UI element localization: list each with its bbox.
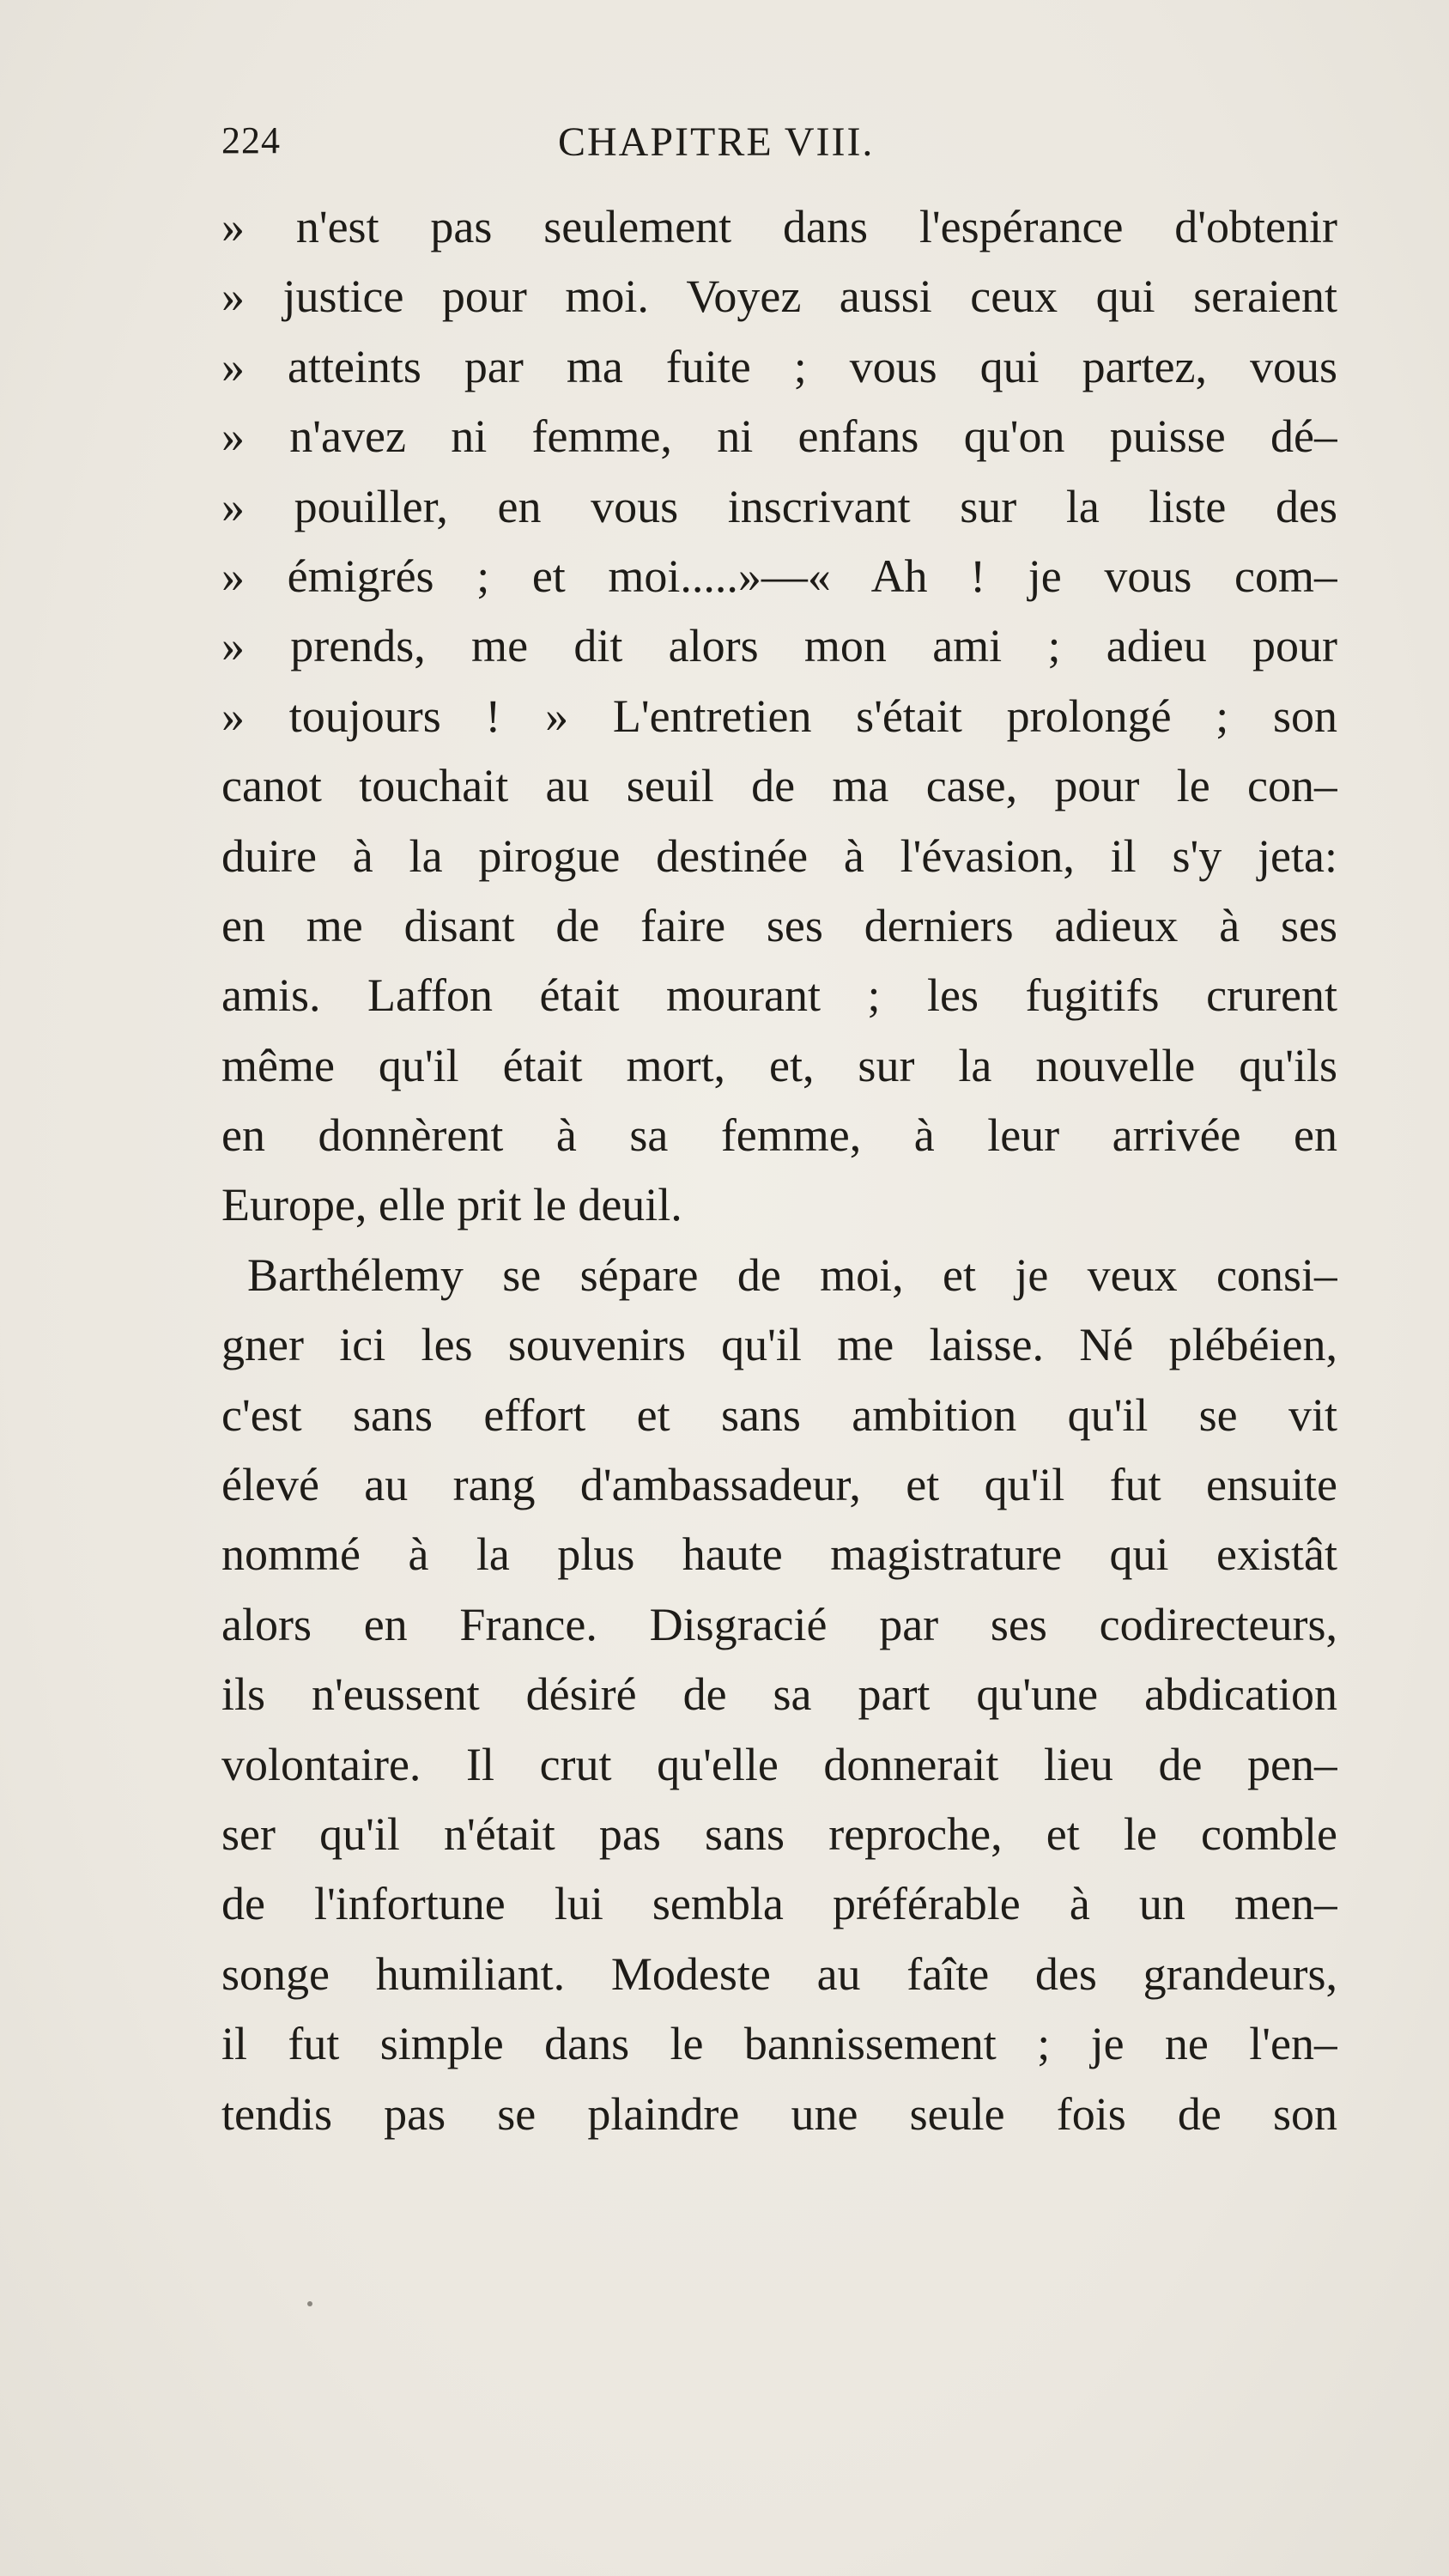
paragraph-end-line: Europe, elle prit le deuil. bbox=[221, 1179, 682, 1231]
page-header bbox=[221, 118, 1337, 170]
text-line: élevé au rang d'ambassadeur, et qu'il fut ensuite bbox=[221, 1459, 1337, 1511]
page-number: 224 bbox=[221, 119, 281, 161]
text-line: c'est sans effort et sans ambition qu'il se vit bbox=[221, 1388, 1337, 1441]
text-line: canot touchait au seuil de ma case, pour le con– bbox=[221, 760, 1337, 812]
text-line: » pouiller, en vous inscrivant sur la liste des bbox=[221, 480, 1337, 532]
text-line: songe humiliant. Modeste au faîte des grandeurs, bbox=[221, 1947, 1337, 2000]
text-line: volontaire. Il crut qu'elle donnerait lieu de pen– bbox=[221, 1738, 1337, 1790]
text-line: ser qu'il n'était pas sans reproche, et le comble bbox=[221, 1807, 1337, 1860]
paragraph-start-line: Barthélemy se sépare de moi, et je veux consi– bbox=[247, 1249, 1337, 1301]
body-text bbox=[221, 192, 1337, 2149]
text-line: » justice pour moi. Voyez aussi ceux qui seraient bbox=[221, 270, 1337, 323]
text-line: » émigrés ; et moi.....»—« Ah ! je vous com– bbox=[221, 550, 1337, 602]
text-line: » toujours ! » L'entretien s'était prolongé ; son bbox=[221, 690, 1337, 742]
text-line: en me disant de faire ses derniers adieux à ses bbox=[221, 899, 1337, 951]
text-line: gner ici les souvenirs qu'il me laisse. Né plébéien, bbox=[221, 1319, 1337, 1371]
text-line: » n'est pas seulement dans l'espérance d'obtenir bbox=[221, 201, 1337, 252]
text-line: nommé à la plus haute magistrature qui existât bbox=[221, 1528, 1337, 1581]
text-line: de l'infortune lui sembla préférable à un men– bbox=[221, 1878, 1337, 1930]
text-line: alors en France. Disgracié par ses codirecteurs, bbox=[221, 1598, 1337, 1650]
running-title: CHAPITRE VIII. bbox=[558, 119, 875, 165]
text-line: il fut simple dans le bannissement ; je ne l'en– bbox=[221, 2018, 1337, 2070]
text-line: » n'avez ni femme, ni enfans qu'on puisse dé– bbox=[221, 410, 1337, 463]
text-line: amis. Laffon était mourant ; les fugitifs crurent bbox=[221, 969, 1337, 1022]
text-line: même qu'il était mort, et, sur la nouvelle qu'ils bbox=[221, 1039, 1337, 1091]
text-line: en donnèrent à sa femme, à leur arrivée en bbox=[221, 1109, 1337, 1162]
text-line: » prends, me dit alors mon ami ; adieu pour bbox=[221, 620, 1337, 672]
text-line: duire à la pirogue destinée à l'évasion, il s'y jeta: bbox=[221, 829, 1337, 882]
text-line: tendis pas se plaindre une seule fois de son bbox=[221, 2087, 1337, 2140]
text-line: » atteints par ma fuite ; vous qui partez, vous bbox=[221, 340, 1337, 392]
ink-speck bbox=[307, 2301, 312, 2306]
text-line: ils n'eussent désiré de sa part qu'une abdication bbox=[221, 1668, 1337, 1721]
